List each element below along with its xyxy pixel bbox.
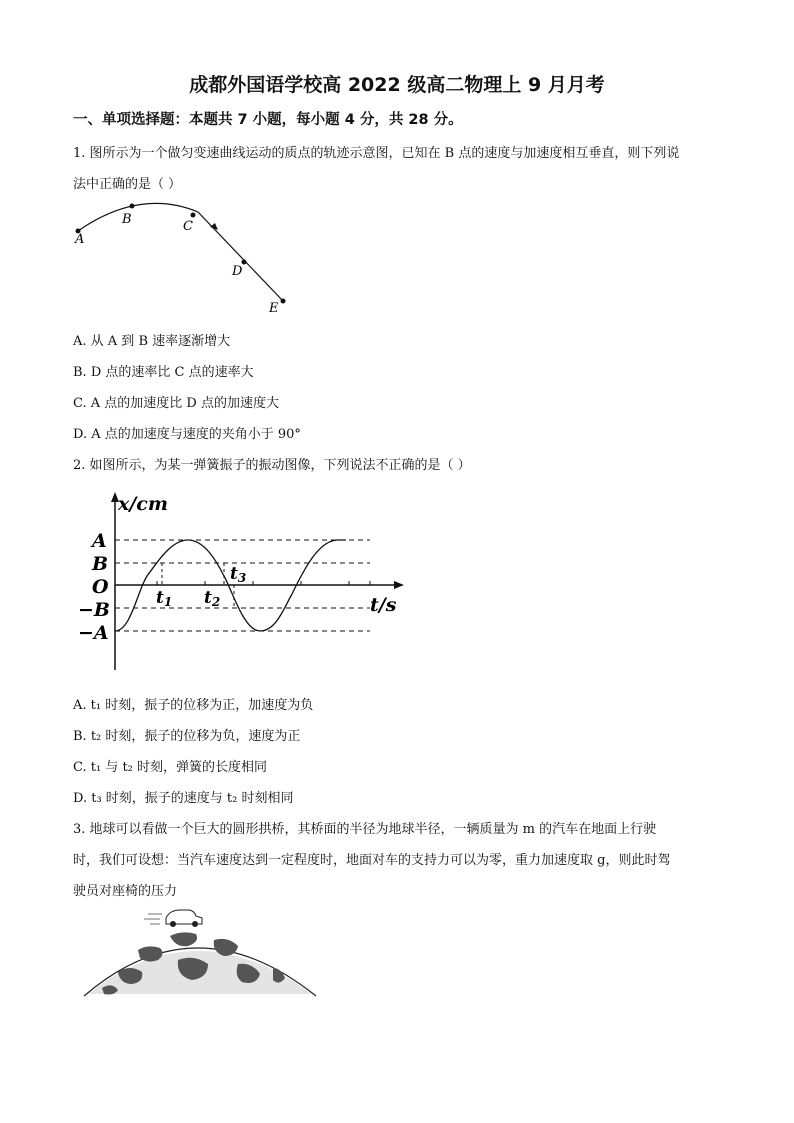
label-a: A xyxy=(75,232,85,247)
q1-stem-line1: 1. 图所示为一个做匀变速曲线运动的质点的轨迹示意图，已知在 B 点的速度与加速度相互垂直，则下列说 xyxy=(73,146,680,161)
section-heading: 一、单项选择题：本题共 7 小题，每小题 4 分，共 28 分。 xyxy=(73,112,463,128)
q1-option-c: C. A 点的加速度比 D 点的加速度大 xyxy=(73,396,279,411)
trajectory-curve xyxy=(78,203,283,301)
y-tick-b: B xyxy=(92,553,109,575)
q2-option-b: B. t₂ 时刻，振子的位移为负，速度为正 xyxy=(73,729,301,744)
label-c: C xyxy=(183,219,193,234)
t3-label: t3 xyxy=(230,564,247,585)
point-c xyxy=(191,213,196,218)
q2-option-d: D. t₃ 时刻，振子的速度与 t₂ 时刻相同 xyxy=(73,791,294,806)
y-axis-label: x/cm xyxy=(118,493,168,515)
x-axis-arrow xyxy=(394,581,404,589)
page-title: 成都外国语学校高 2022 级高二物理上 9 月月考 xyxy=(189,74,605,96)
t2-label: t2 xyxy=(204,588,221,609)
label-d: D xyxy=(232,264,243,279)
label-b: B xyxy=(122,212,132,227)
vibration-graph xyxy=(70,490,410,672)
y-tick-neg-a: −A xyxy=(78,622,109,644)
q1-option-d: D. A 点的加速度与速度的夹角小于 90° xyxy=(73,427,301,442)
point-b xyxy=(130,204,135,209)
t1-label: t1 xyxy=(156,588,173,609)
q1-stem-line2: 法中正确的是（ ） xyxy=(73,177,182,192)
q3-stem-line2: 时，我们可设想：当汽车速度达到一定程度时，地面对车的支持力可以为零，重力加速度取 g，则此时驾 xyxy=(73,853,671,868)
x-axis-label: t/s xyxy=(370,594,397,616)
q2-option-a: A. t₁ 时刻，振子的位移为正，加速度为负 xyxy=(73,698,314,713)
trajectory-figure xyxy=(70,196,300,320)
y-tick-neg-b: −B xyxy=(78,599,110,621)
point-e xyxy=(281,299,286,304)
q2-option-c: C. t₁ 与 t₂ 时刻，弹簧的长度相同 xyxy=(73,760,268,775)
q3-stem-line1: 3. 地球可以看做一个巨大的圆形拱桥，其桥面的半径为地球半径，一辆质量为 m 的汽车在地面上行驶 xyxy=(73,822,657,837)
y-tick-a: A xyxy=(92,530,107,552)
q1-option-b: B. D 点的速率比 C 点的速率大 xyxy=(73,365,254,380)
car-icon xyxy=(144,910,202,927)
label-e: E xyxy=(269,301,279,316)
earth-car-figure xyxy=(78,902,328,1000)
q2-stem: 2. 如图所示，为某一弹簧振子的振动图像，下列说法不正确的是（ ） xyxy=(73,458,471,473)
y-tick-o: O xyxy=(92,576,109,598)
q3-stem-line3: 驶员对座椅的压力 xyxy=(73,884,178,899)
q1-option-a: A. 从 A 到 B 速率逐渐增大 xyxy=(73,334,231,349)
